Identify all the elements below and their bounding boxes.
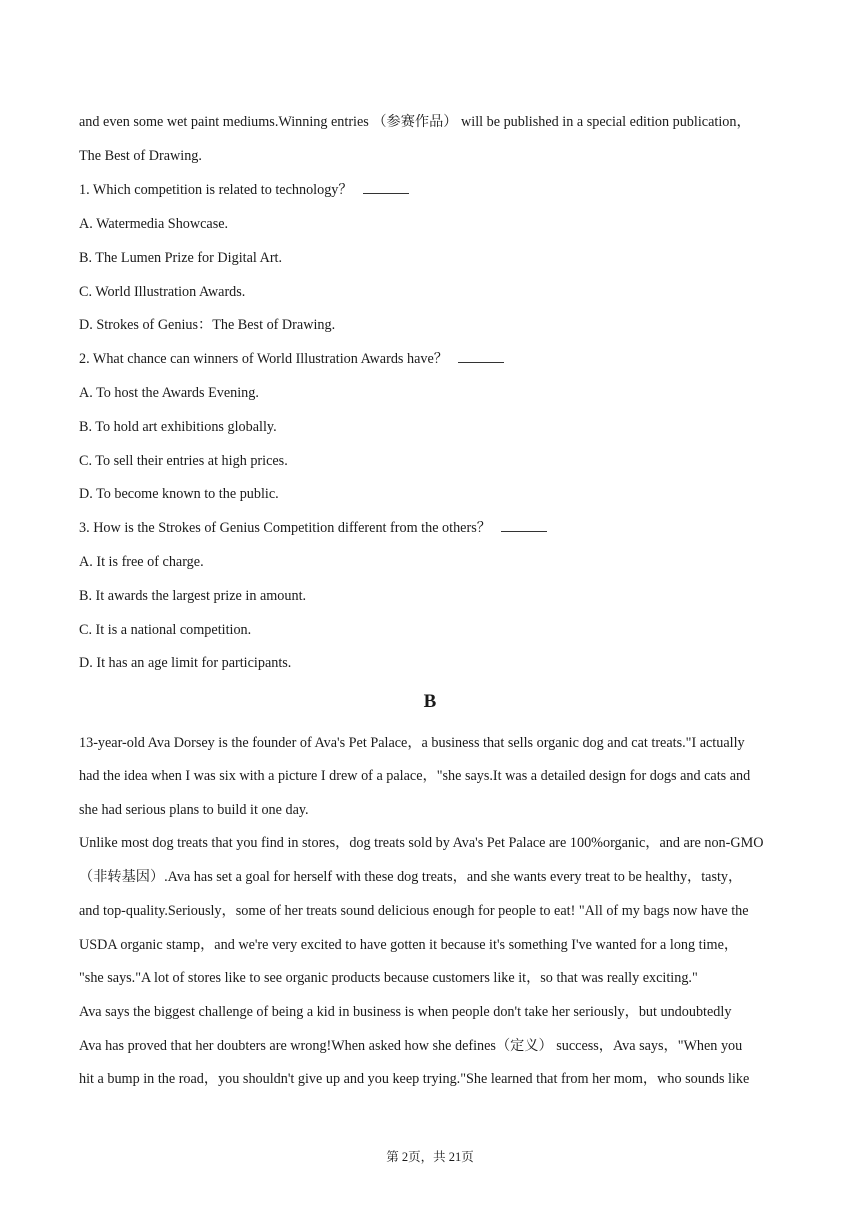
passage-b-line: （非转基因）.Ava has set a goal for herself with these dog treats，and she wants every treat to be healthy，tasty，	[79, 869, 743, 885]
section-heading: B	[423, 691, 437, 712]
passage-b-line: Ava has proved that her doubters are wrong!When asked how she defines（定义） success，Ava says，"When you	[79, 1038, 743, 1054]
passage-b-line: "she says."A lot of stores like to see organic products because customers like it，so that was really exciting."	[79, 970, 698, 986]
passage-b-line: hit a bump in the road，you shouldn't give up and you keep trying."She learned that from her mom，who sounds like	[79, 1071, 750, 1087]
option-1d: D. Strokes of Genius：The Best of Drawing.	[79, 317, 336, 333]
passage-b-line: and top-quality.Seriously，some of her treats sound delicious enough for people to eat! "All of my bags now have the	[79, 903, 749, 919]
passage-b-line: 13-year-old Ava Dorsey is the founder of Ava's Pet Palace，a business that sells organic dog and cat treats."I actually	[79, 735, 745, 751]
option-1a: A. Watermedia Showcase.	[79, 216, 229, 232]
passage-b-line: Ava says the biggest challenge of being a kid in business is when people don't take her seriously，but undoubtedly	[79, 1004, 732, 1020]
option-2b: B. To hold art exhibitions globally.	[79, 419, 277, 435]
question-stem-3	[79, 518, 547, 538]
option-2c: C. To sell their entries at high prices.	[79, 453, 288, 469]
answer-blank	[458, 352, 504, 363]
option-1b: B. The Lumen Prize for Digital Art.	[79, 250, 283, 266]
passage-b-line: had the idea when I was six with a picture I drew of a palace，"she says.It was a detailed design for dogs and cats and	[79, 768, 751, 784]
page-footer: 第 2页，共 21页	[386, 1150, 474, 1164]
passage-a-line: and even some wet paint mediums.Winning entries （参赛作品） will be published in a special edition publication，	[79, 114, 751, 130]
option-3b: B. It awards the largest prize in amount.	[79, 588, 307, 604]
passage-b-line: USDA organic stamp，and we're very excited to have gotten it because it's something I've wanted for a long time，	[79, 937, 739, 953]
passage-a-line: The Best of Drawing.	[79, 148, 202, 164]
question-stem-2	[79, 349, 504, 369]
question-text: 2. What chance can winners of World Illustration Awards have？	[79, 351, 448, 367]
question-stem-1	[79, 180, 409, 200]
answer-blank	[363, 183, 409, 194]
question-text: 3. How is the Strokes of Genius Competition different from the others？	[79, 520, 491, 536]
passage-b-line: she had serious plans to build it one day.	[79, 802, 309, 818]
question-text: 1. Which competition is related to technology？	[79, 182, 353, 198]
option-3c: C. It is a national competition.	[79, 622, 252, 638]
option-2a: A. To host the Awards Evening.	[79, 385, 259, 401]
option-3a: A. It is free of charge.	[79, 554, 204, 570]
option-2d: D. To become known to the public.	[79, 486, 279, 502]
answer-blank	[501, 521, 547, 532]
option-1c: C. World Illustration Awards.	[79, 284, 246, 300]
passage-b-line: Unlike most dog treats that you find in stores，dog treats sold by Ava's Pet Palace are 100%organic，and are non-GMO	[79, 835, 764, 851]
option-3d: D. It has an age limit for participants.	[79, 655, 292, 671]
